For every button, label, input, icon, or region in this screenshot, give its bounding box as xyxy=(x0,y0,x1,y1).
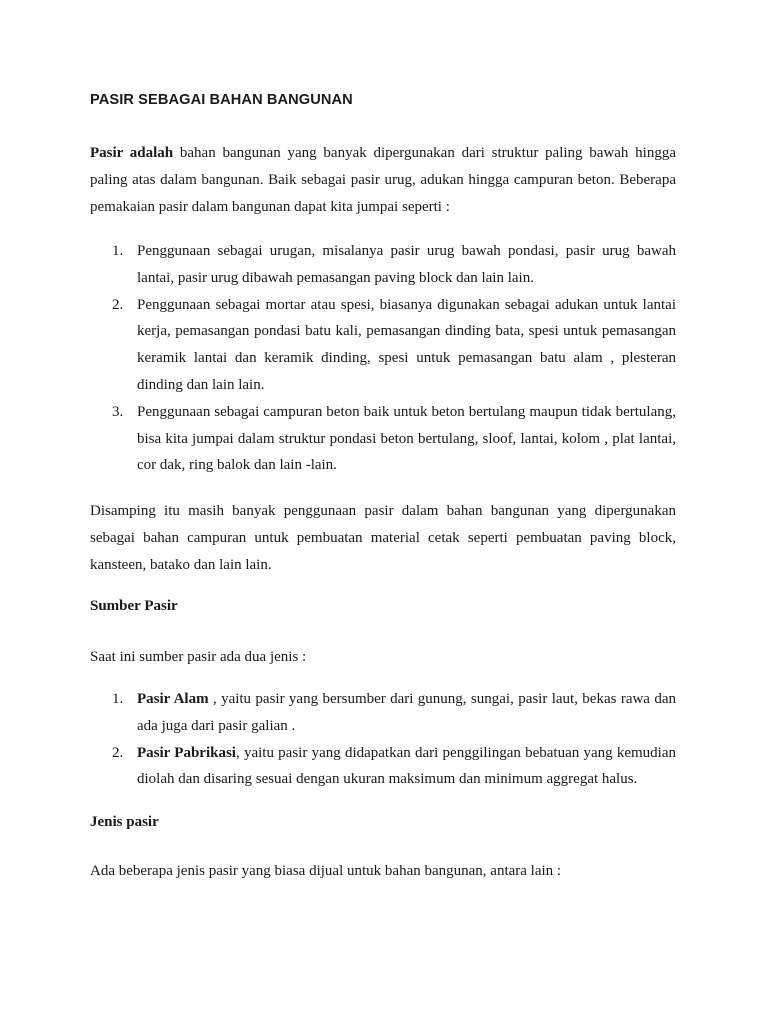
list-item-term: Pasir Pabrikasi xyxy=(137,744,236,761)
list-number: 2. xyxy=(112,296,124,313)
list-item xyxy=(90,292,676,399)
list-number: 2. xyxy=(112,744,124,761)
list-number: 1. xyxy=(112,243,124,259)
list-item-text: , yaitu pasir yang didapatkan dari penggilingan bebatuan yang kemudian diolah dan disaring sesuai dengan ukuran maksimum dan minimum aggregat halus. xyxy=(137,744,677,788)
list-item xyxy=(90,238,676,292)
list-item-term: Pasir Alam xyxy=(137,691,209,707)
list-item xyxy=(90,740,676,794)
jenis-intro: Ada beberapa jenis pasir yang biasa dijual untuk bahan bangunan, antara lain : xyxy=(90,863,562,879)
usage-paragraph: Disamping itu masih banyak penggunaan pasir dalam bahan bangunan yang dipergunakan sebagai bahan campuran untuk pembuatan material cetak seperti pembuatan paving block, kansteen, batako dan lain lain. xyxy=(90,503,676,573)
intro-paragraph xyxy=(90,140,676,220)
list-item xyxy=(90,399,676,479)
list-item-text: , yaitu pasir yang bersumber dari gunung, sungai, pasir laut, bekas rawa dan ada juga dari pasir galian . xyxy=(137,691,676,734)
sumber-intro: Saat ini sumber pasir ada dua jenis : xyxy=(90,649,307,665)
intro-lead: Pasir adalah xyxy=(90,145,174,161)
list-item xyxy=(90,686,676,740)
list-item-text: Penggunaan sebagai mortar atau spesi, biasanya digunakan sebagai adukan untuk lantai kerja, pemasangan pondasi batu kali, pemasangan dinding bata, spesi untuk pemasangan keramik lantai dan keramik dinding, spesi untuk pemasangan batu alam , plesteran dinding dan lain lain. xyxy=(137,296,676,393)
list-item-text: Penggunaan sebagai campuran beton baik untuk beton bertulang maupun tidak bertulang, bisa kita jumpai dalam struktur pondasi beton bertulang, sloof, lantai, kolom , plat lantai, cor dak, ring balok dan lain -lain. xyxy=(137,403,676,474)
list-item-text: Penggunaan sebagai urugan, misalanya pasir urug bawah pondasi, pasir urug bawah lantai, pasir urug dibawah pemasangan paving block dan lain lain. xyxy=(137,243,676,286)
page-title: PASIR SEBAGAI BAHAN BANGUNAN xyxy=(90,92,353,108)
sumber-list xyxy=(90,686,676,793)
intro-text: bahan bangunan yang banyak dipergunakan dari struktur paling bawah hingga paling atas dalam bangunan. Baik sebagai pasir urug, adukan hingga campuran beton. Beberapa pemakaian pasir dalam bangunan dapat kita jumpai seperti : xyxy=(90,145,677,215)
section-heading-jenis: Jenis pasir xyxy=(90,814,159,830)
list-number: 1. xyxy=(112,691,124,707)
section-heading-sumber: Sumber Pasir xyxy=(90,598,178,614)
uses-list xyxy=(90,238,676,479)
list-number: 3. xyxy=(112,403,124,420)
